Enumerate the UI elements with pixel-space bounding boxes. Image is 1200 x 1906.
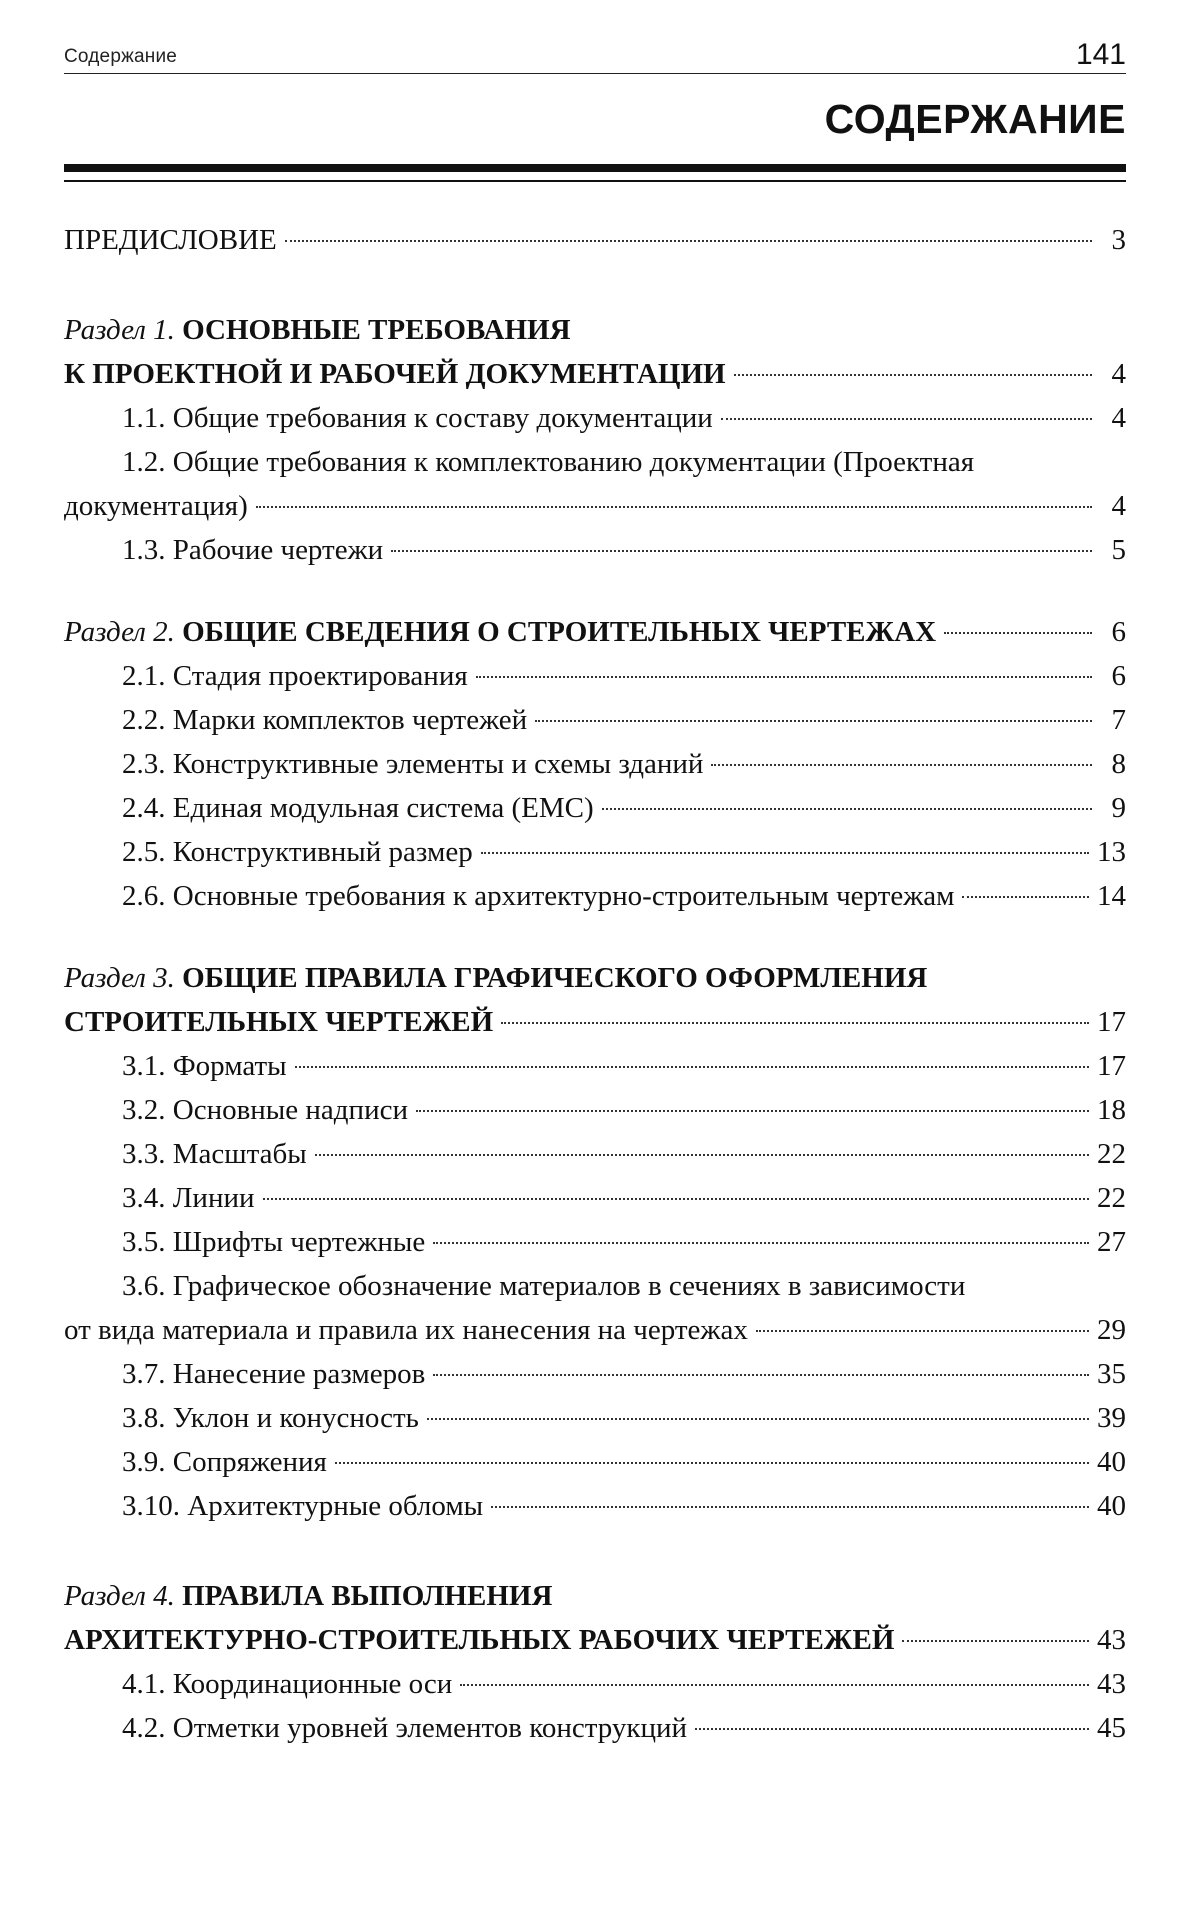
title-rule-thin xyxy=(64,180,1126,182)
toc-entry-page: 6 xyxy=(1111,616,1126,648)
toc-entry-text-cont: документация) xyxy=(64,490,248,522)
toc-entry[interactable] xyxy=(64,1440,1126,1484)
toc-entry-text: 3.1. Форматы xyxy=(122,1050,287,1082)
toc-entry-text-cont: от вида материала и правила их нанесения на чертежах xyxy=(64,1314,748,1346)
toc-entry[interactable] xyxy=(64,1132,1126,1176)
toc-entry-text: 2.3. Конструктивные элементы и схемы зданий xyxy=(122,748,704,780)
toc-entry-text: 2.4. Единая модульная система (ЕМС) xyxy=(122,792,594,824)
toc-entry[interactable] xyxy=(64,742,1126,786)
dot-leader xyxy=(501,1022,1089,1024)
running-header xyxy=(64,30,1126,74)
dot-leader xyxy=(427,1418,1089,1420)
toc-entry-text: 3.8. Уклон и конусность xyxy=(122,1402,419,1434)
toc-entry-text: 3.2. Основные надписи xyxy=(122,1094,408,1126)
page-number: 141 xyxy=(1075,38,1126,71)
toc-entry-text: 3.5. Шрифты чертежные xyxy=(122,1226,426,1258)
section-title: ОБЩИЕ ПРАВИЛА ГРАФИЧЕСКОГО ОФОРМЛЕНИЯ xyxy=(182,962,928,994)
toc-entry-page: 35 xyxy=(1097,1358,1126,1390)
toc-entry[interactable] xyxy=(64,528,1126,572)
toc-entry-text: 1.3. Рабочие чертежи xyxy=(122,534,384,566)
toc-entry[interactable] xyxy=(64,1484,1126,1528)
toc-entry[interactable] xyxy=(64,1662,1126,1706)
toc-entry[interactable] xyxy=(64,698,1126,742)
dot-leader xyxy=(416,1110,1089,1112)
dot-leader xyxy=(602,808,1092,810)
toc-entry[interactable] xyxy=(64,1044,1126,1088)
dot-leader xyxy=(476,676,1092,678)
section-heading-line[interactable] xyxy=(64,352,1126,396)
dot-leader xyxy=(433,1242,1089,1244)
toc-entry-text: 3.3. Масштабы xyxy=(122,1138,307,1170)
toc-entry-preface[interactable] xyxy=(64,218,1126,262)
toc-entry-page: 3 xyxy=(1111,224,1126,256)
toc-entry-page: 43 xyxy=(1097,1668,1126,1700)
section-heading-line[interactable] xyxy=(64,1574,1126,1618)
toc-entry-page: 43 xyxy=(1097,1624,1126,1656)
toc-entry-page: 45 xyxy=(1097,1712,1126,1744)
section-heading-line[interactable] xyxy=(64,308,1126,352)
toc-entry-text: 4.2. Отметки уровней элементов конструкций xyxy=(122,1712,688,1744)
toc-entry-page: 18 xyxy=(1097,1094,1126,1126)
toc-entry-text: 4.1. Координационные оси xyxy=(122,1668,453,1700)
toc-entry-page: 40 xyxy=(1097,1446,1126,1478)
dot-leader xyxy=(295,1066,1089,1068)
toc-section-3 xyxy=(64,956,1126,1528)
dot-leader xyxy=(962,896,1089,898)
toc-entry-text: 1.2. Общие требования к комплектованию документации (Проектная xyxy=(122,446,975,478)
header-rule xyxy=(64,73,1126,74)
toc-entry-page: 8 xyxy=(1111,748,1126,780)
section-title: ОБЩИЕ СВЕДЕНИЯ О СТРОИТЕЛЬНЫХ ЧЕРТЕЖАХ xyxy=(182,616,937,648)
toc-entry-page: 4 xyxy=(1111,402,1126,434)
toc-entry-page: 9 xyxy=(1111,792,1126,824)
toc-entry-page: 40 xyxy=(1097,1490,1126,1522)
toc-entry-text: 3.6. Графическое обозначение материалов в сечениях в зависимости xyxy=(122,1270,966,1302)
toc-entry[interactable] xyxy=(64,1264,1126,1308)
toc-entry-text: 2.2. Марки комплектов чертежей xyxy=(122,704,528,736)
section-heading-line[interactable] xyxy=(64,956,1126,1000)
toc-section-4 xyxy=(64,1574,1126,1750)
dot-leader xyxy=(902,1640,1089,1642)
page-title: СОДЕРЖАНИЕ xyxy=(824,96,1126,142)
dot-leader xyxy=(433,1374,1089,1376)
toc-entry-page: 14 xyxy=(1097,880,1126,912)
toc-entry-page: 4 xyxy=(1111,358,1126,390)
toc-entry-page: 17 xyxy=(1097,1006,1126,1038)
toc-section-2 xyxy=(64,610,1126,918)
toc-entry-text: 3.10. Архитектурные обломы xyxy=(122,1490,484,1522)
toc-entry-text: 3.4. Линии xyxy=(122,1182,255,1214)
dot-leader xyxy=(944,632,1092,634)
toc-entry-page: 17 xyxy=(1097,1050,1126,1082)
toc-entry[interactable] xyxy=(64,830,1126,874)
toc-entry[interactable] xyxy=(64,1396,1126,1440)
toc-entry-text: 2.5. Конструктивный размер xyxy=(122,836,473,868)
dot-leader xyxy=(756,1330,1089,1332)
dot-leader xyxy=(285,240,1092,242)
dot-leader xyxy=(460,1684,1089,1686)
dot-leader xyxy=(315,1154,1089,1156)
toc-entry[interactable] xyxy=(64,1352,1126,1396)
section-title-cont: СТРОИТЕЛЬНЫХ ЧЕРТЕЖЕЙ xyxy=(64,1006,494,1038)
section-heading-line[interactable] xyxy=(64,1618,1126,1662)
toc-entry[interactable] xyxy=(64,654,1126,698)
section-heading-line[interactable] xyxy=(64,610,1126,654)
dot-leader xyxy=(491,1506,1089,1508)
document-page xyxy=(64,0,1126,1906)
toc-entry-page: 6 xyxy=(1111,660,1126,692)
toc-entry-cont[interactable] xyxy=(64,484,1126,528)
toc-entry-page: 13 xyxy=(1097,836,1126,868)
toc-entry[interactable] xyxy=(64,786,1126,830)
toc-entry[interactable] xyxy=(64,440,1126,484)
dot-leader xyxy=(391,550,1092,552)
table-of-contents xyxy=(64,218,1126,1750)
section-heading-line[interactable] xyxy=(64,1000,1126,1044)
toc-section-1 xyxy=(64,308,1126,572)
toc-entry-page: 27 xyxy=(1097,1226,1126,1258)
dot-leader xyxy=(335,1462,1089,1464)
toc-entry-text: 1.1. Общие требования к составу документации xyxy=(122,402,713,434)
toc-entry-page: 22 xyxy=(1097,1182,1126,1214)
toc-entry-page: 5 xyxy=(1111,534,1126,566)
toc-entry-page: 39 xyxy=(1097,1402,1126,1434)
dot-leader xyxy=(535,720,1092,722)
toc-entry[interactable] xyxy=(64,1088,1126,1132)
toc-entry-text: 3.7. Нанесение размеров xyxy=(122,1358,426,1390)
section-title-cont: К ПРОЕКТНОЙ И РАБОЧЕЙ ДОКУМЕНТАЦИИ xyxy=(64,358,726,390)
toc-entry-text: 2.1. Стадия проектирования xyxy=(122,660,468,692)
dot-leader xyxy=(721,418,1092,420)
title-rule-thick xyxy=(64,164,1126,172)
section-label: Раздел 1. xyxy=(64,314,175,346)
toc-entry-text: 2.6. Основные требования к архитектурно-строительным чертежам xyxy=(122,880,955,912)
dot-leader xyxy=(695,1728,1089,1730)
dot-leader xyxy=(256,506,1092,508)
toc-entry[interactable] xyxy=(64,396,1126,440)
toc-entry[interactable] xyxy=(64,874,1126,918)
dot-leader xyxy=(481,852,1089,854)
toc-entry-cont[interactable] xyxy=(64,1308,1126,1352)
toc-entry[interactable] xyxy=(64,1706,1126,1750)
toc-entry-page: 29 xyxy=(1097,1314,1126,1346)
section-title: ОСНОВНЫЕ ТРЕБОВАНИЯ xyxy=(182,314,571,346)
toc-entry-page: 4 xyxy=(1111,490,1126,522)
toc-entry-page: 22 xyxy=(1097,1138,1126,1170)
toc-entry[interactable] xyxy=(64,1220,1126,1264)
toc-entry-page: 7 xyxy=(1111,704,1126,736)
section-label: Раздел 2. xyxy=(64,616,175,648)
toc-entry[interactable] xyxy=(64,1176,1126,1220)
section-title-cont: АРХИТЕКТУРНО-СТРОИТЕЛЬНЫХ РАБОЧИХ ЧЕРТЕЖЕЙ xyxy=(64,1624,895,1656)
toc-entry-text: 3.9. Сопряжения xyxy=(122,1446,327,1478)
section-title: ПРАВИЛА ВЫПОЛНЕНИЯ xyxy=(182,1580,553,1612)
running-title: Содержание xyxy=(64,46,178,67)
dot-leader xyxy=(263,1198,1090,1200)
toc-entry-text: ПРЕДИСЛОВИЕ xyxy=(64,224,277,256)
section-label: Раздел 4. xyxy=(64,1580,175,1612)
section-label: Раздел 3. xyxy=(64,962,175,994)
dot-leader xyxy=(711,764,1092,766)
dot-leader xyxy=(734,374,1092,376)
